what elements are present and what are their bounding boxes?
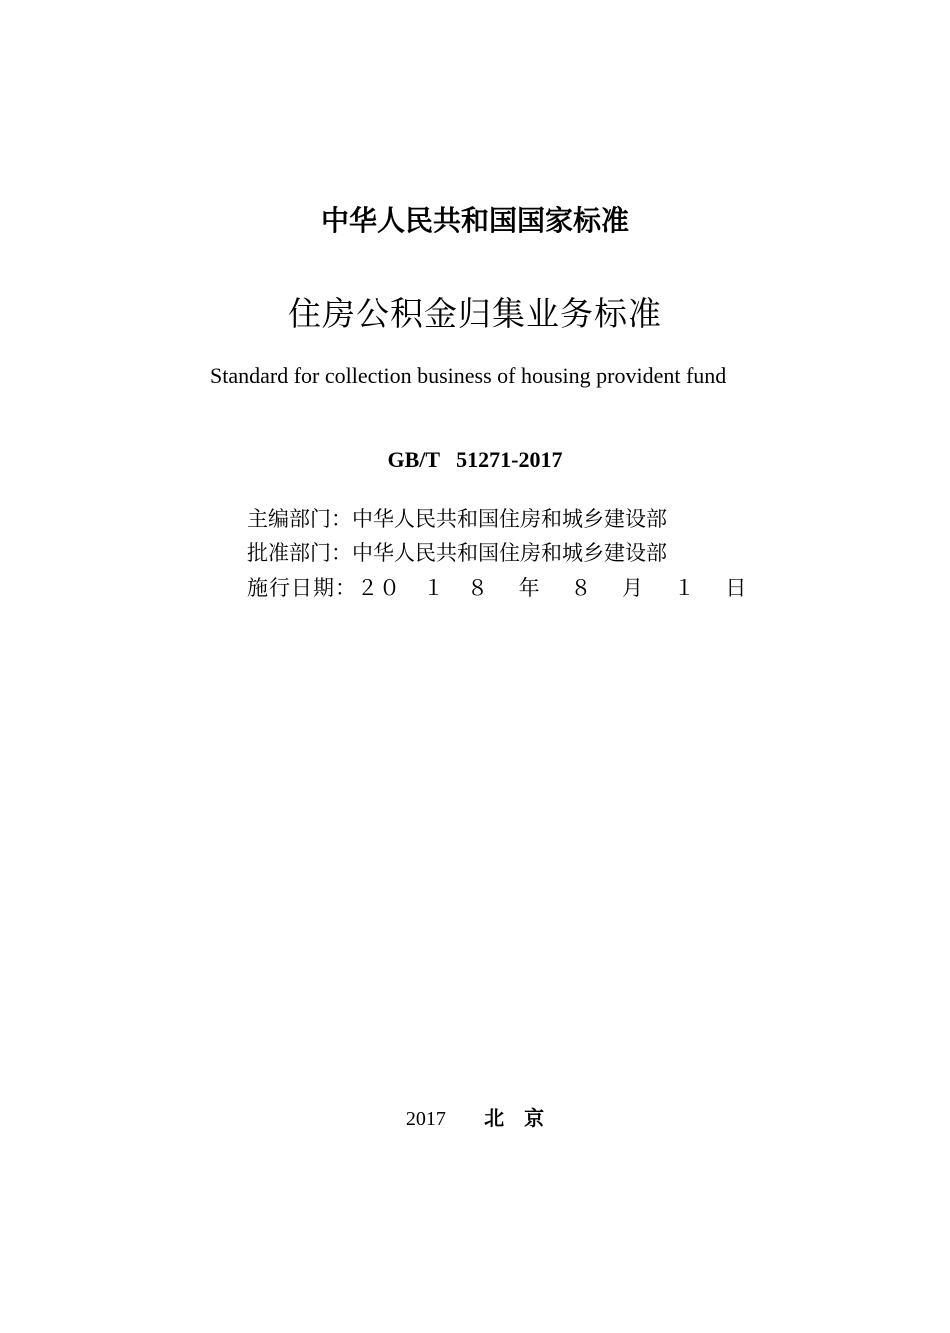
- effective-date: 施行日期：２０ １ ８ 年 ８ 月 １ 日: [247, 576, 748, 600]
- national-standard-heading: 中华人民共和国国家标准: [320, 204, 629, 237]
- publication-city: 北 京: [484, 1106, 545, 1130]
- standard-code: GB/T 51271-2017: [387, 447, 563, 472]
- publication-year: 2017: [405, 1108, 446, 1130]
- document-title-english: Standard for collection business of housing provident fund: [210, 363, 727, 388]
- document-title-chinese: 住房公积金归集业务标准: [288, 294, 662, 333]
- chief-editor-department: 主编部门：中华人民共和国住房和城乡建设部: [247, 507, 667, 531]
- publication-footer: [0, 1103, 950, 1134]
- approving-department: 批准部门：中华人民共和国住房和城乡建设部: [247, 541, 667, 565]
